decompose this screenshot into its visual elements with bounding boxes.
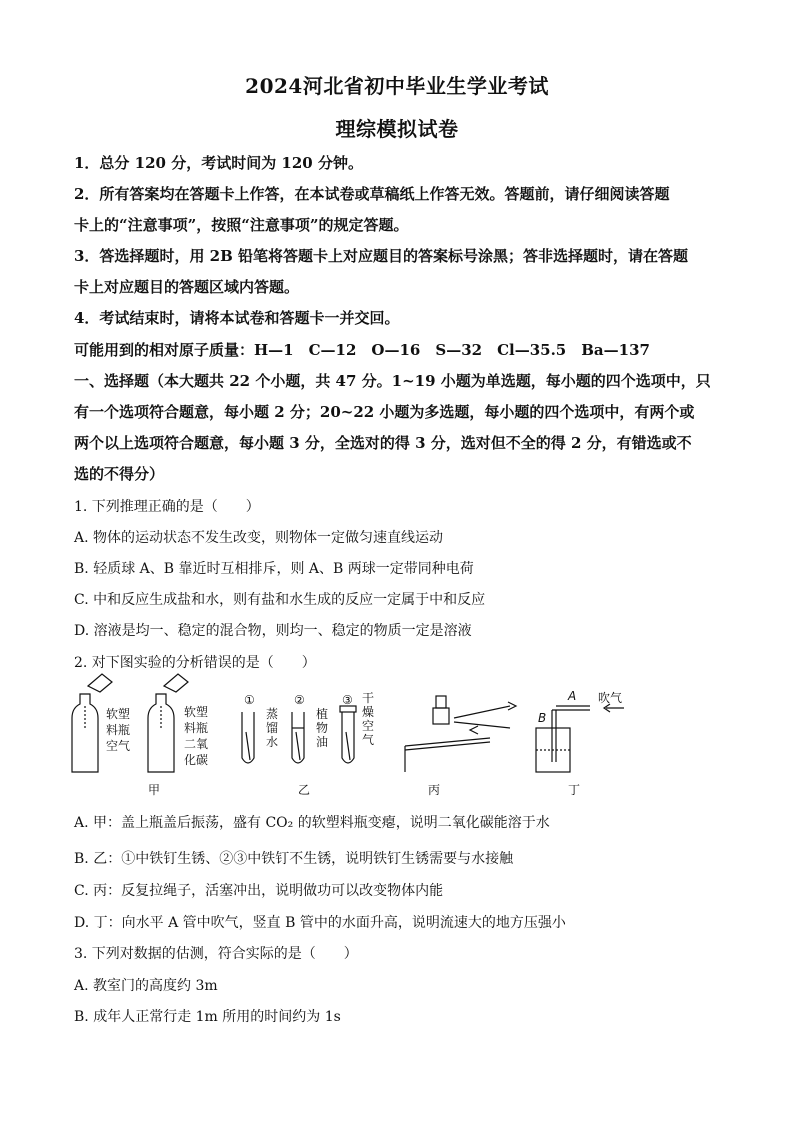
- tube-num-2: ②: [294, 693, 305, 707]
- q1-option-a: A. 物体的运动状态不发生改变，则物体一定做匀速直线运动: [74, 530, 444, 546]
- q2-option-a: A. 甲：盖上瓶盖后振荡，盛有 CO₂ 的软塑料瓶变瘪，说明二氧化碳能溶于水: [74, 815, 550, 831]
- note-3: 3．答选择题时，用 2B 铅笔将答题卡上对应题目的答案标号涂黑；答非选择题时，请在答题: [74, 247, 689, 265]
- note-4: 4．考试结束时，请将本试卷和答题卡一并交回。: [74, 309, 400, 327]
- q1-option-b: B. 轻质球 A、B 靠近时互相排斥，则 A、B 两球一定带同种电荷: [74, 561, 474, 577]
- caption-jia: 甲: [148, 783, 161, 797]
- tube4-text-1: 干: [362, 691, 375, 705]
- pipe-b-label: B: [538, 711, 547, 725]
- tube2-text-1: 蒸: [266, 707, 279, 721]
- yi-test-tubes: [242, 706, 356, 763]
- q2-stem: 2. 对下图实验的分析错误的是（ ）: [74, 655, 316, 671]
- note-3-cont: 卡上对应题目的答题区域内答题。: [74, 278, 300, 296]
- section-heading-2: 有一个选项符合题意，每小题 2 分；20~22 小题为多选题，每小题的四个选项中，有两个或: [74, 403, 695, 421]
- bottle2-text-3: 二氧: [184, 737, 209, 751]
- q1-option-c: C. 中和反应生成盐和水，则有盐和水生成的反应一定属于中和反应: [74, 592, 486, 608]
- pipe-a-label: A: [568, 689, 577, 703]
- note-1: 1．总分 120 分，考试时间为 120 分钟。: [74, 154, 363, 172]
- tube-num-3: ③: [342, 693, 353, 707]
- tube3-text-2: 物: [316, 721, 329, 735]
- atomic-mass-line: 可能用到的相对原子质量：H—1 C—12 O—16 S—32 Cl—35.5 Ba—137: [74, 341, 650, 359]
- tube3-text-3: 油: [316, 735, 329, 749]
- caption-yi: 乙: [298, 783, 311, 797]
- q2-option-c: C. 丙：反复拉绳子，活塞冲出，说明做功可以改变物体内能: [74, 883, 444, 899]
- note-2-cont: 卡上的“注意事项”，按照“注意事项”的规定答题。: [74, 216, 409, 234]
- tube-num-1: ①: [244, 693, 255, 707]
- tube2-text-3: 水: [266, 735, 279, 749]
- bottle1-text-2: 料瓶: [106, 723, 131, 737]
- bottle2-text-4: 化碳: [184, 753, 209, 767]
- q3-option-a: A. 教室门的高度约 3m: [74, 978, 218, 994]
- q2-figure-svg: [60, 688, 740, 808]
- tube4-text-3: 空: [362, 719, 375, 733]
- jia-bottle-2: [148, 674, 188, 772]
- exam-subtitle: 理综模拟试卷: [335, 117, 459, 141]
- bottle1-text-3: 空气: [106, 739, 131, 753]
- q2-option-d: D. 丁：向水平 A 管中吹气，竖直 B 管中的水面升高，说明流速大的地方压强小: [74, 915, 566, 931]
- caption-bing: 丙: [428, 783, 441, 797]
- tube3-text-1: 植: [316, 707, 329, 721]
- blow-label: 吹气: [598, 691, 623, 705]
- section-heading-4: 选的不得分）: [74, 465, 165, 483]
- q1-option-d: D. 溶液是均一、稳定的混合物，则均一、稳定的物质一定是溶液: [74, 623, 472, 639]
- note-2: 2．所有答案均在答题卡上作答，在本试卷或草稿纸上作答无效。答题前，请仔细阅读答题: [74, 185, 670, 203]
- q3-stem: 3. 下列对数据的估测，符合实际的是（ ）: [74, 946, 358, 962]
- tube4-text-4: 气: [362, 733, 375, 747]
- caption-ding: 丁: [568, 783, 581, 797]
- section-heading-1: 一、选择题（本大题共 22 个小题，共 47 分。1~19 小题为单选题，每小题的四个选项中，只: [74, 372, 711, 390]
- section-heading-3: 两个以上选项符合题意，每小题 3 分，全选对的得 3 分，选对但不全的得 2 分，有错选或不: [74, 434, 692, 452]
- exam-title: 2024河北省初中毕业生学业考试: [245, 74, 549, 98]
- q1-stem: 1. 下列推理正确的是（ ）: [74, 499, 260, 515]
- tube4-text-2: 燥: [362, 705, 375, 719]
- q2-figure: [60, 688, 740, 808]
- bottle1-text-1: 软塑: [106, 707, 131, 721]
- q2-option-b: B. 乙：①中铁钉生锈、②③中铁钉不生锈，说明铁钉生锈需要与水接触: [74, 851, 514, 867]
- q3-option-b: B. 成年人正常行走 1m 所用的时间约为 1s: [74, 1009, 341, 1025]
- bing-apparatus: [405, 696, 516, 772]
- tube2-text-2: 馏: [266, 721, 279, 735]
- bottle2-text-2: 料瓶: [184, 721, 209, 735]
- ding-apparatus: [536, 704, 624, 772]
- bottle2-text-1: 软塑: [184, 705, 209, 719]
